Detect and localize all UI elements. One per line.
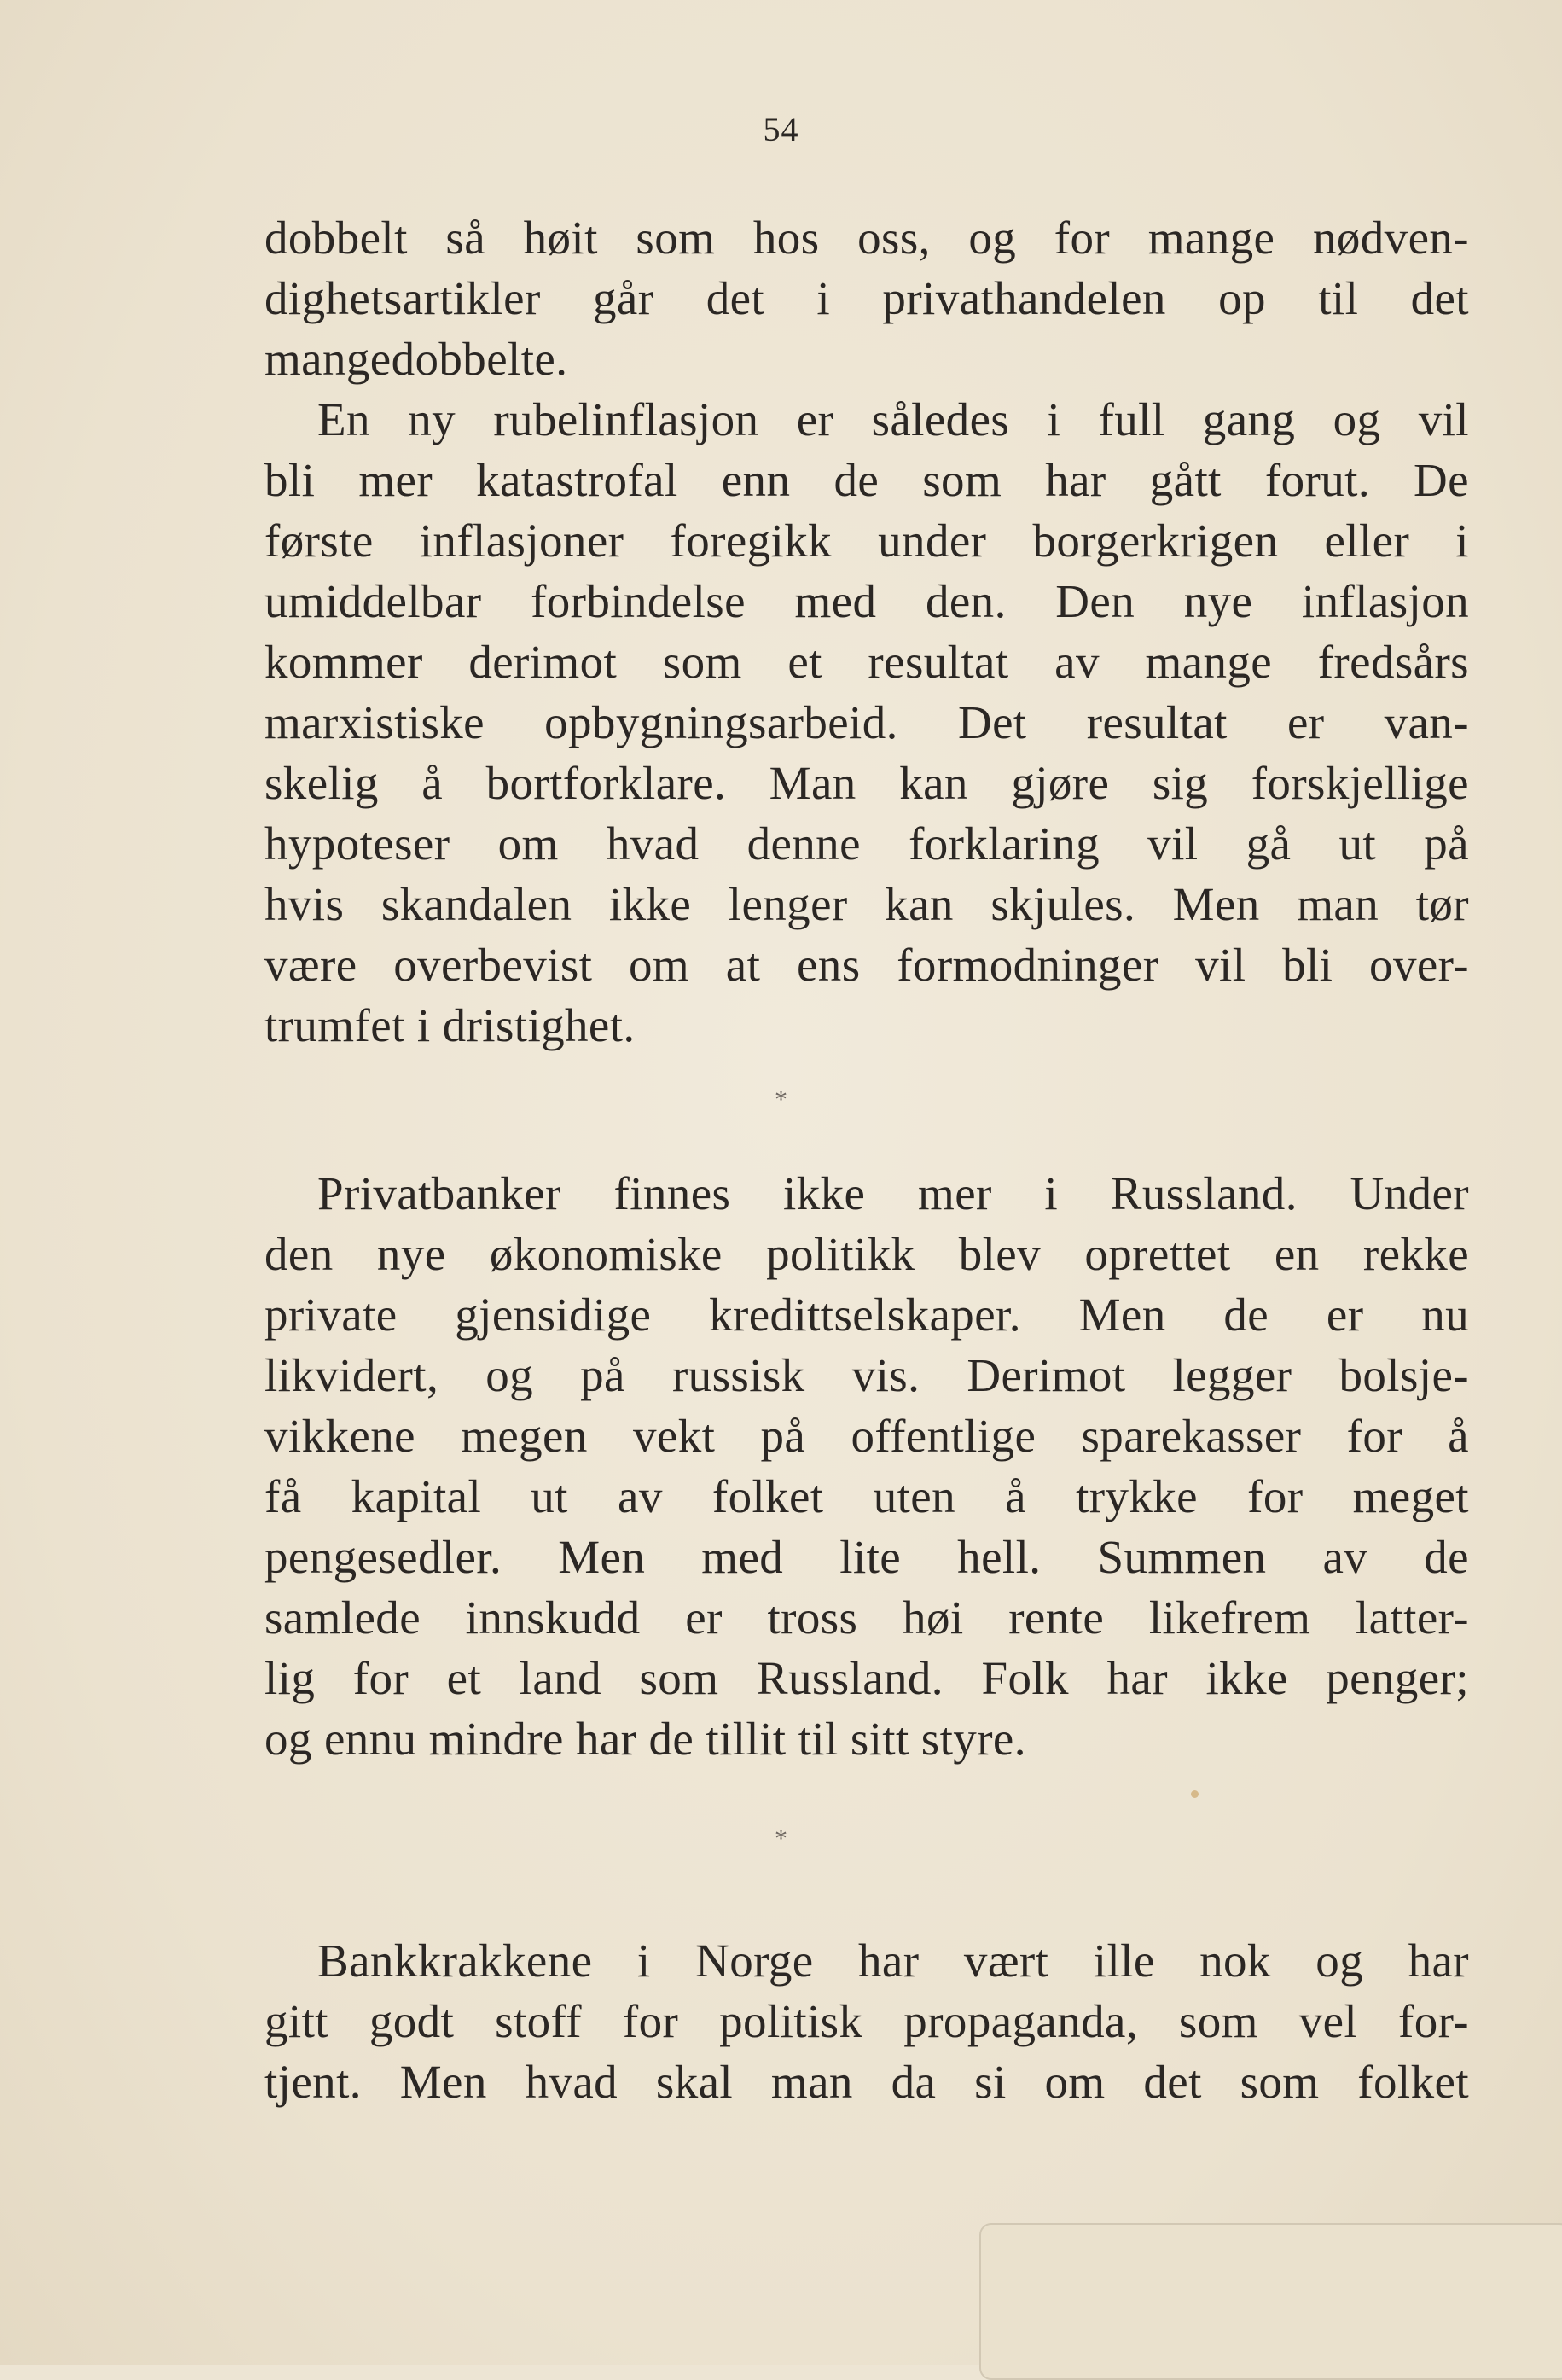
text-line: vikkene megen vekt på offentlige sparekasser for å bbox=[264, 1410, 1469, 1462]
page-number: 54 bbox=[763, 110, 799, 148]
text-line: Bankkrakkene i Norge har vært ille nok og har bbox=[317, 1935, 1469, 1987]
text-line: Privatbanker finnes ikke mer i Russland. Under bbox=[317, 1167, 1469, 1219]
text-line: pengesedler. Men med lite hell. Summen av de bbox=[264, 1531, 1469, 1583]
text-line: bli mer katastrofal enn de som har gått forut. De bbox=[264, 454, 1469, 506]
text-line: få kapital ut av folket uten å trykke for meget bbox=[264, 1470, 1469, 1522]
text-line: og ennu mindre har de tillit til sitt styre. bbox=[264, 1713, 1026, 1765]
text-line: dighetsartikler går det i privathandelen op til det bbox=[264, 272, 1469, 324]
text-line: samlede innskudd er tross høi rente likefrem latter- bbox=[264, 1592, 1469, 1644]
text-line: lig for et land som Russland. Folk har ikke penger; bbox=[264, 1652, 1469, 1704]
text-line: marxistiske opbygningsarbeid. Det resultat er van- bbox=[264, 696, 1469, 748]
text-line: være overbevist om at ens formodninger vil bli over- bbox=[264, 939, 1469, 991]
text-line: tjent. Men hvad skal man da si om det som folket bbox=[264, 2056, 1469, 2108]
text-line: gitt godt stoff for politisk propaganda, som vel for- bbox=[264, 1995, 1469, 2047]
text-line: En ny rubelinflasjon er således i full gang og vil bbox=[317, 393, 1469, 445]
text-line: skelig å bortforklare. Man kan gjøre sig forskjellige bbox=[264, 757, 1469, 809]
text-line: hvis skandalen ikke lenger kan skjules. Men man tør bbox=[264, 878, 1469, 930]
text-line: umiddelbar forbindelse med den. Den nye inflasjon bbox=[264, 575, 1469, 627]
text-line: kommer derimot som et resultat av mange fredsårs bbox=[264, 636, 1469, 688]
paragraph-private-banks bbox=[264, 1163, 1469, 1769]
paragraph-inflation bbox=[264, 207, 1469, 1056]
section-divider-asterisk: * bbox=[775, 1085, 787, 1114]
paper-speck bbox=[1191, 1790, 1199, 1798]
paragraph-bank-crashes bbox=[264, 1930, 1469, 2112]
section-divider-asterisk: * bbox=[775, 1824, 787, 1853]
text-line: første inflasjoner foregikk under borgerkrigen eller i bbox=[264, 515, 1469, 567]
text-line: likvidert, og på russisk vis. Derimot legger bolsje- bbox=[264, 1349, 1469, 1401]
text-line: trumfet i dristighet. bbox=[264, 999, 636, 1051]
text-line: dobbelt så høit som hos oss, og for mange nødven- bbox=[264, 212, 1469, 264]
text-line: private gjensidige kredittselskaper. Men de er nu bbox=[264, 1289, 1469, 1341]
text-line: mangedobbelte. bbox=[264, 333, 568, 385]
page-edge-shadow bbox=[979, 2223, 1562, 2380]
text-line: den nye økonomiske politikk blev oprettet en rekke bbox=[264, 1228, 1469, 1280]
text-line: hypoteser om hvad denne forklaring vil gå ut på bbox=[264, 818, 1469, 870]
